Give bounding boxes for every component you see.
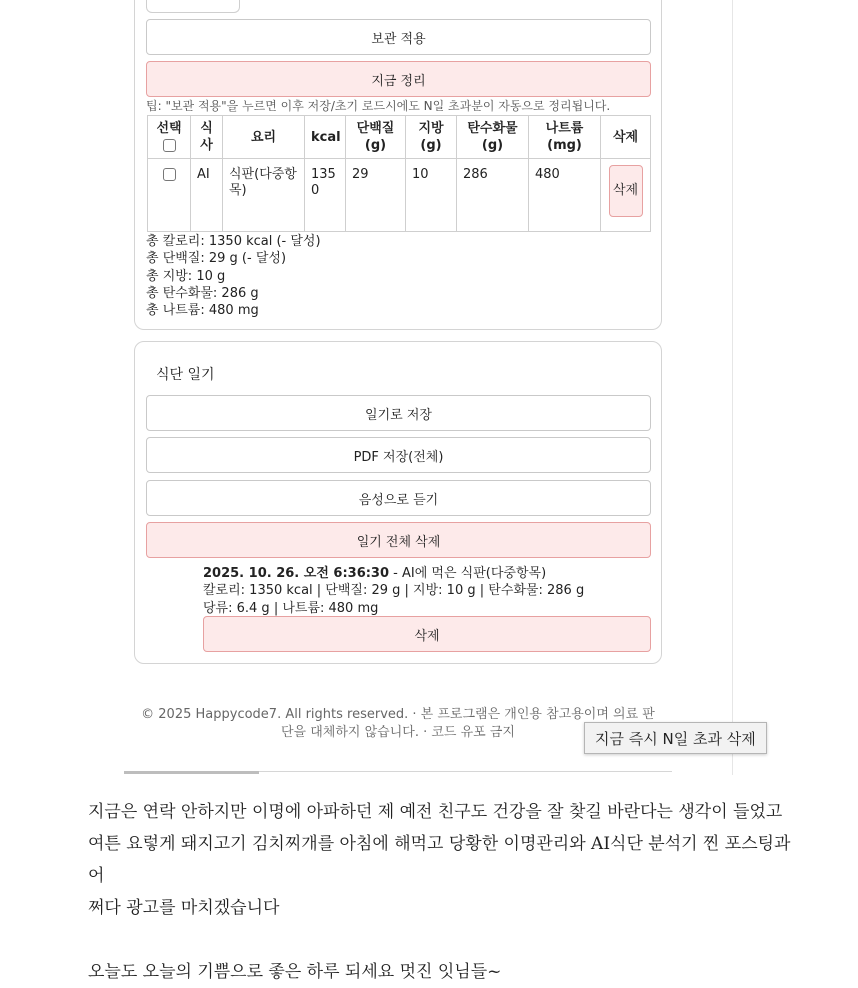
- diary-entry-summary: - AI에 먹은 식판(다중항목): [389, 566, 547, 581]
- total-fat: 총 지방: 10 g: [146, 268, 226, 284]
- post-line-2: 여튼 요렇게 돼지고기 김치찌개를 아침에 해먹고 당황한 이명관리와 AI식단 분석기 찐 포스팅과 어: [88, 834, 791, 886]
- cleanup-now-button[interactable]: 지금 정리: [146, 61, 651, 97]
- retention-tip: 팁: "보관 적용"을 누르면 이후 저장/초기 로드시에도 N일 초과분이 자동으로 정리됩니다.: [146, 99, 611, 113]
- diary-entry-sugar-sodium: 당류: 6.4 g | 나트륨: 480 mg: [203, 600, 379, 616]
- column-header-carbs: 탄수화물 (g): [457, 116, 529, 159]
- blog-post-text: [88, 796, 808, 988]
- scroll-indicator: [124, 771, 259, 774]
- diary-entry: [203, 565, 584, 617]
- cleanup-tooltip: 지금 즉시 N일 초과 삭제: [584, 722, 767, 754]
- column-header-dish: 요리: [223, 116, 305, 159]
- carbs-cell: 286: [457, 159, 529, 232]
- dish-cell: 식판(다중항목): [223, 159, 305, 232]
- diary-entry-delete-button[interactable]: 삭제: [203, 616, 651, 652]
- column-header-sodium: 나트륨 (mg): [529, 116, 601, 159]
- nutrition-totals: [146, 233, 321, 319]
- column-header-select-label: 선택: [156, 121, 182, 136]
- total-carbs: 총 탄수화물: 286 g: [146, 285, 259, 301]
- save-diary-button[interactable]: 일기로 저장: [146, 395, 651, 431]
- meal-table: [147, 115, 651, 232]
- table-row: [148, 159, 651, 232]
- post-line-1: 지금은 연락 안하지만 이명에 아파하던 제 예전 친구도 건강을 잘 찾길 바란다는 생각이 들었고: [88, 802, 783, 822]
- protein-cell: 29: [346, 159, 406, 232]
- kcal-cell: 1350: [305, 159, 346, 232]
- footer-line-2: 단을 대체하지 않습니다. · 코드 유포 금지: [281, 725, 515, 740]
- diary-title: 식단 일기: [156, 367, 215, 383]
- column-header-kcal: kcal: [305, 116, 346, 159]
- save-pdf-button[interactable]: PDF 저장(전체): [146, 437, 651, 473]
- sodium-cell: 480: [529, 159, 601, 232]
- row-select-checkbox[interactable]: [163, 168, 176, 181]
- table-header-row: [148, 116, 651, 159]
- row-select-cell: [148, 159, 191, 232]
- column-header-delete: 삭제: [601, 116, 651, 159]
- footer-line-1: © 2025 Happycode7. All rights reserved. · 본 프로그램은 개인용 참고용이며 의료 판: [141, 707, 655, 722]
- post-line-4: 오늘도 오늘의 기쁨으로 좋은 하루 되세요 멋진 잇님들~: [88, 962, 502, 982]
- diary-entry-header: [203, 565, 584, 582]
- apply-retention-button[interactable]: 보관 적용: [146, 19, 651, 55]
- column-header-select: [148, 116, 191, 159]
- total-sodium: 총 나트륨: 480 mg: [146, 303, 259, 319]
- column-header-fat: 지방 (g): [406, 116, 457, 159]
- column-header-meal: 식사: [191, 116, 223, 159]
- total-calories: 총 칼로리: 1350 kcal (- 달성): [146, 234, 321, 249]
- select-all-checkbox[interactable]: [163, 139, 176, 152]
- page-divider-line: [732, 0, 733, 775]
- delete-all-diary-button[interactable]: 일기 전체 삭제: [146, 522, 651, 558]
- retention-days-select[interactable]: [146, 0, 240, 13]
- column-header-protein: 단백질 (g): [346, 116, 406, 159]
- meal-cell: AI: [191, 159, 223, 232]
- row-delete-button[interactable]: 삭제: [609, 165, 643, 217]
- footer: [134, 706, 662, 742]
- delete-cell: [601, 159, 651, 232]
- diary-entry-timestamp: 2025. 10. 26. 오전 6:36:30: [203, 566, 390, 581]
- total-protein: 총 단백질: 29 g (- 달성): [146, 251, 287, 267]
- post-line-3: 쩌다 광고를 마치겠습니다: [88, 898, 280, 918]
- fat-cell: 10: [406, 159, 457, 232]
- diary-entry-nutrition: 칼로리: 1350 kcal | 단백질: 29 g | 지방: 10 g | 탄수화물: 286 g: [203, 583, 585, 599]
- listen-audio-button[interactable]: 음성으로 듣기: [146, 480, 651, 516]
